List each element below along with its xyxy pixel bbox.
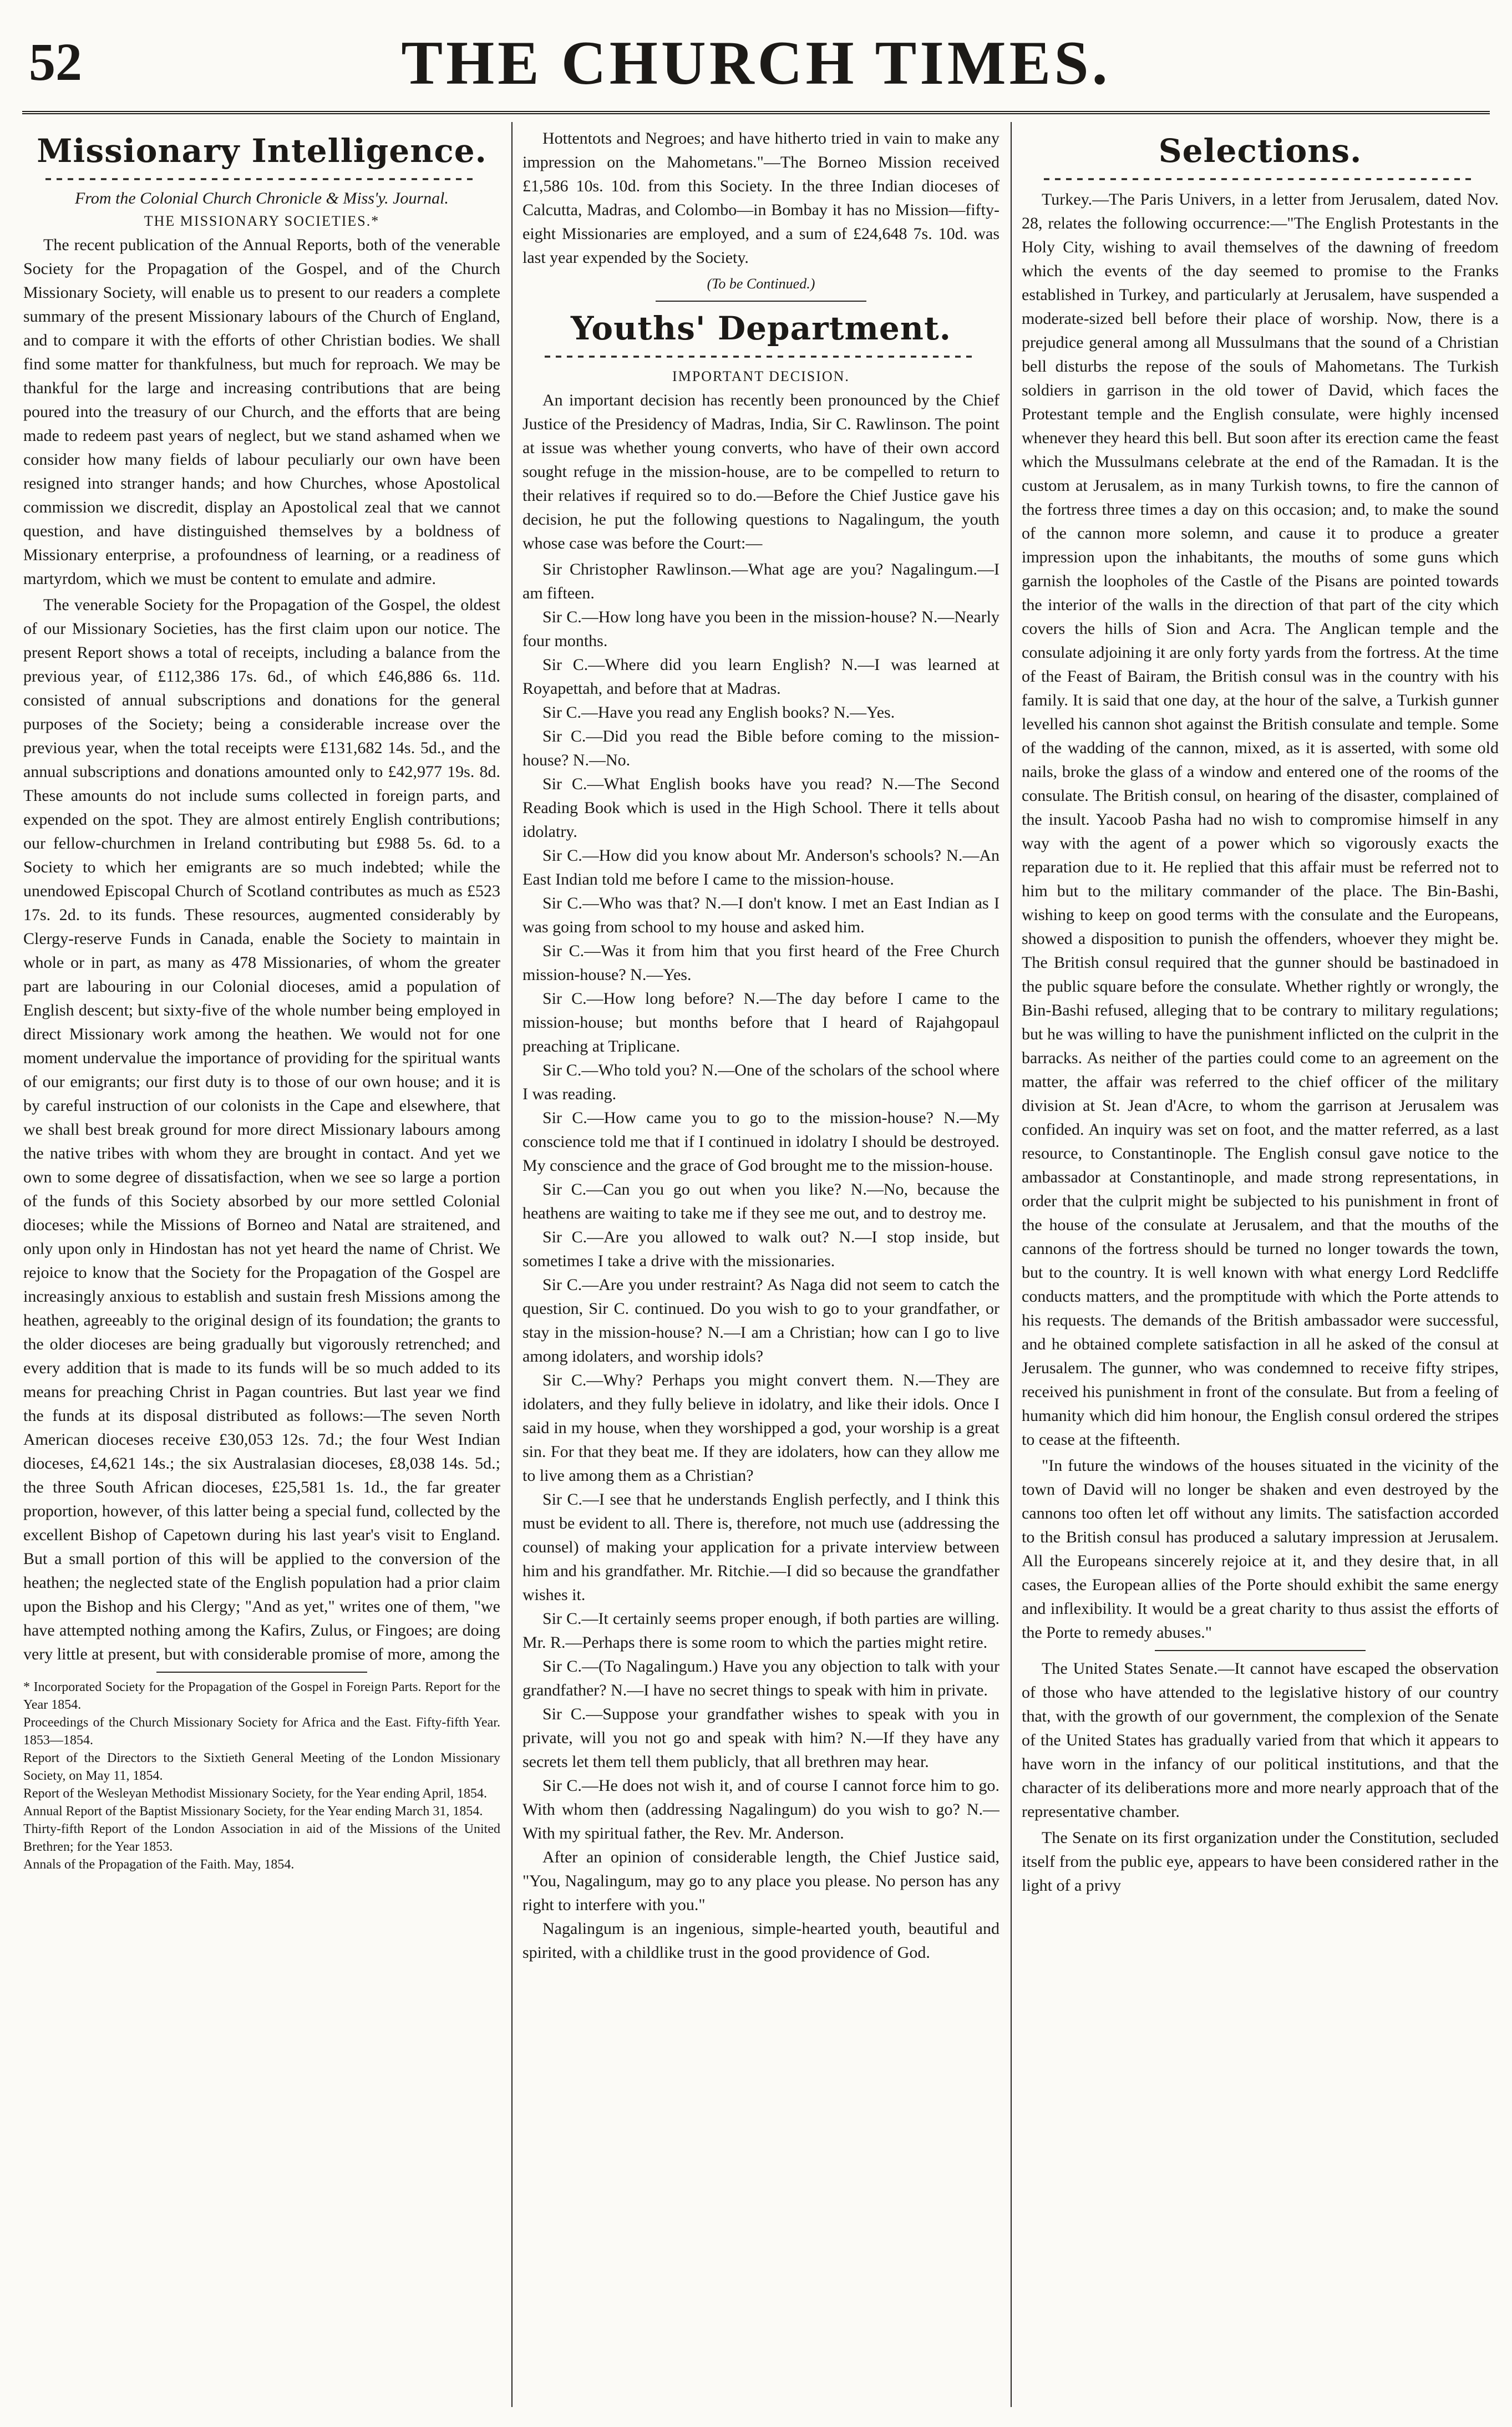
dialogue-paragraph: Sir C.—What English books have you read? N.—The Second Reading Book which is used in the High School. There it tells about idolatry. xyxy=(522,775,999,841)
paragraph: The United States Senate.—It cannot have escaped the observation of those who have attended to the legislative history of our country that, with the growth of our government, the complexion of the Senate of the United States has gradually varied from that which it appears to have worn in the infancy of our political institutions, and that the character of its deliberations more and more nearly approach that of the representative chamber. xyxy=(1022,1659,1499,1821)
dialogue-paragraph: Sir C.—Suppose your grandfather wishes to speak with you in private, will you not go and speak with him? N.—If they have any secrets let them tell them publicly, that all brethren may hear. xyxy=(522,1705,999,1771)
dialogue-paragraph: Sir Christopher Rawlinson.—What age are you? Nagalingum.—I am fifteen. xyxy=(522,560,999,602)
ornamental-rule xyxy=(45,174,478,184)
footnote: Annals of the Propagation of the Faith. May, 1854. xyxy=(23,1857,295,1872)
page-number: 52 xyxy=(29,32,82,92)
footnote-rule xyxy=(156,1672,367,1673)
dialogue-paragraph: Nagalingum is an ingenious, simple-hearted youth, beautiful and spirited, with a childlike trust in the good providence of God. xyxy=(522,1920,999,1962)
separator-rule xyxy=(1155,1650,1366,1651)
section-heading: Youths' Department. xyxy=(571,309,951,347)
paragraph: Hottentots and Negroes; and have hitherto tried in vain to make any impression on the Mahometans."—The Borneo Mission received £1,586 10s. 10d. from this Society. In the three Indian dioceses of Calcutta, Madras, and Colombo—in Bombay it has no Mission—fifty-eight Missionaries are employed, and a sum of £24,648 7s. 10d. was last year expended by the Society. xyxy=(522,129,999,267)
dialogue-paragraph: Sir C.—(To Nagalingum.) Have you any objection to talk with your grandfather? N.—I have no secret things to speak with him in private. xyxy=(522,1657,999,1699)
dialogue-paragraph: Sir C.—How came you to go to the mission-house? N.—My conscience told me that if I continued in idolatry I should be destroyed. My conscience and the grace of God brought me to the mission-house. xyxy=(522,1109,999,1175)
column-divider xyxy=(511,122,513,2407)
dialogue-paragraph: Sir C.—It certainly seems proper enough, if both parties are willing. Mr. R.—Perhaps there is some room to which the parties might retire. xyxy=(522,1609,999,1652)
paragraph: An important decision has recently been pronounced by the Chief Justice of the Presidency of Madras, India, Sir C. Rawlinson. The point at issue was whether young converts, who have of their own accord sought refuge in the mission-house, are to be compelled to return to their relatives if required so to do.—Before the Chief Justice gave his decision, he put the following questions to Nagalingum, the youth whose case was before the Court:— xyxy=(522,391,999,552)
footnote: Report of the Directors to the Sixtieth General Meeting of the London Missionary Society, on May 11, 1854. xyxy=(23,1751,500,1783)
dialogue-paragraph: Sir C.—Did you read the Bible before coming to the mission-house? N.—No. xyxy=(522,727,999,769)
dialogue-paragraph: Sir C.—Was it from him that you first heard of the Free Church mission-house? N.—Yes. xyxy=(522,942,999,984)
column-missionary xyxy=(23,126,500,2406)
dialogue-paragraph: Sir C.—Who was that? N.—I don't know. I met an East Indian as I was going from school to my house and asked him. xyxy=(522,894,999,936)
continued-note: (To be Continued.) xyxy=(707,276,815,292)
footnote: Annual Report of the Baptist Missionary Society, for the Year ending March 31, 1854. xyxy=(23,1804,483,1819)
paragraph: "In future the windows of the houses situated in the vicinity of the town of David will no longer be shaken and even destroyed by the cannons too often let off without any limits. The satisfaction accorded to the British consul has produced a salutary impression at Jerusalem. All the Europeans sincerely rejoice at it, and they desire that, in all cases, the European allies of the Porte should exhibit the same energy and inflexibility. It would be a great charity to thus assist the efforts of the Porte to remedy abuses." xyxy=(1022,1456,1499,1642)
dialogue-paragraph: Sir C.—Are you under restraint? As Naga did not seem to catch the question, Sir C. continued. Do you wish to go to your grandfather, or stay in the mission-house? N.—I am a Christian; how can I go to live among idolaters, and worship idols? xyxy=(522,1276,999,1365)
section-heading: Selections. xyxy=(1158,132,1362,170)
separator-rule xyxy=(656,301,866,302)
source-line: From the Colonial Church Chronicle & Miss'y. Journal. xyxy=(75,189,449,207)
dialogue-paragraph: Sir C.—How did you know about Mr. Anderson's schools? N.—An East Indian told me before I came to the mission-house. xyxy=(522,846,999,888)
masthead: THE CHURCH TIMES. xyxy=(401,29,1111,98)
dialogue-paragraph: Sir C.—Why? Perhaps you might convert them. N.—They are idolaters, and they fully believe in idolatry, and like their idols. Once I said in my house, when they worshipped a god, your worship is a great sin. For that they beat me. If they are idolaters, how can they allow me to live among them as a Christian? xyxy=(522,1371,999,1485)
footnote: Thirty-fifth Report of the London Association in aid of the Missions of the United Brethren; for the Year 1853. xyxy=(23,1822,500,1854)
article-subheading: THE MISSIONARY SOCIETIES.* xyxy=(144,213,380,229)
dialogue-paragraph: Sir C.—Who told you? N.—One of the scholars of the school where I was reading. xyxy=(522,1061,999,1103)
masthead-rule xyxy=(22,111,1490,114)
footnote: * Incorporated Society for the Propagation of the Gospel in Foreign Parts. Report for the Year 1854. xyxy=(23,1680,500,1712)
dialogue-paragraph: Sir C.—He does not wish it, and of course I cannot force him to go. With whom then (addressing Nagalingum) do you wish to go? N.—With my spiritual father, the Rev. Mr. Anderson. xyxy=(522,1776,999,1842)
dialogue-paragraph: Sir C.—How long have you been in the mission-house? N.—Nearly four months. xyxy=(522,608,999,650)
dialogue-paragraph: Sir C.—Are you allowed to walk out? N.—I stop inside, but sometimes I take a drive with the missionaries. xyxy=(522,1228,999,1270)
footnote: Report of the Wesleyan Methodist Missionary Society, for the Year ending April, 1854. xyxy=(23,1786,487,1801)
paragraph: The recent publication of the Annual Reports, both of the venerable Society for the Propagation of the Gospel, and of the Church Missionary Society, will enable us to present to our readers a complete summary of the present Missionary labours of the Church of England, and to compare it with the efforts of other Christian bodies. We shall find some matter for thankfulness, but much for reproach. We may be thankful for the large and increasing contributions that are being poured into the treasury of our Church, and the efforts that are being made to redeem past years of neglect, but we stand ashamed when we consider how many fields of labour peculiarly our own have been resigned into stranger hands; and how Churches, whose Apostolical commission we discredit, display an Apostolical zeal that we cannot question, and have distinguished themselves by a boldness of Missionary enterprise, a profoundness of learning, or a readiness of martyrdom, which we must be content to emulate and admire. xyxy=(23,236,500,588)
dialogue-paragraph: Sir C.—Where did you learn English? N.—I was learned at Royapettah, and before that at Madras. xyxy=(522,656,999,698)
dialogue-paragraph: Sir C.—I see that he understands English perfectly, and I think this must be evident to all. There is, therefore, not much use (addressing the counsel) of making your application for a private interview between him and his grandfather. Mr. Ritchie.—I did so because the grandfather wishes it. xyxy=(522,1490,999,1604)
column-divider xyxy=(1011,122,1012,2407)
dialogue-list xyxy=(522,557,999,1964)
article-subheading: IMPORTANT DECISION. xyxy=(672,368,850,384)
column-selections xyxy=(1022,126,1499,2406)
paragraph: The venerable Society for the Propagation of the Gospel, the oldest of our Missionary Societies, has the first claim upon our notice. The present Report shows a total of receipts, including a balance from the previous year, of £112,386 17s. 6d., of which £46,886 6s. 11d. consisted of annual subscriptions and donations for the general purposes of the Society; being a considerable increase over the previous year, when the total receipts were £131,682 14s. 5d., and the annual subscriptions and donations amounted only to £42,977 19s. 8d. These amounts do not include sums collected in foreign parts, and expended on the spot. They are almost entirely English contributions; our fellow-churchmen in Ireland contributing but £988 5s. 6d. to a Society to which her emigrants are so much indebted; while the unendowed Episcopal Church of Scotland contributes as much as £523 17s. 2d. to its funds. These resources, augmented considerably by Clergy-reserve Funds in Canada, enable the Society to maintain in whole or in part, as many as 478 Missionaries, of whom the greater part are labouring in our Colonial dioceses, amid a population of English descent; but sixty-five of the whole number being employed in direct Missionary work among the heathen. We would not for one moment undervalue the importance of providing for the spiritual wants of our emigrants; our first duty is to those of our own house; and it is by careful instruction of our colonists in the Cape and elsewhere, that we shall best break ground for more direct Missionary labours among the native tribes with whom they are brought in contact. And yet we own to some degree of dissatisfaction, when we see so large a portion of the funds of this Society absorbed by our more settled Colonial dioceses; while the Missions of Borneo and Natal are straitened, and only upon only in Hindostan has not yet heard the name of Christ. We rejoice to know that the Society for the Propagation of the Gospel are increasingly anxious to establish and sustain fresh Missions among the heathen, agreeably to the original design of its foundation; the grants to the older dioceses are being gradually but vigorously retrenched; and every addition that is made to its funds will be so much added to its means for preaching Christ in Pagan countries. But last year we find the funds at its disposal distributed as follows:—The seven North American dioceses receive £30,053 12s. 7d.; the four West Indian dioceses, £4,621 14s.; the six Australasian dioceses, £8,038 14s. 5d.; the three South African dioceses, £25,581 1s. 1d., the far greater proportion, however, of this latter being a special fund, collected by the excellent Bishop of Capetown during his last year's visit to England. But a small portion of this will be applied to the conversion of the heathen; the neglected state of the English population had a prior claim upon the Bishop and his Clergy; "And as yet," writes one of them, "we have attempted nothing among the Kafirs, Zulus, or Fingoes; are doing very little at present, but with considerable promise of more, among the xyxy=(23,596,500,1663)
section-heading: Missionary Intelligence. xyxy=(37,132,487,170)
footnotes xyxy=(23,1678,500,1873)
dialogue-paragraph: Sir C.—Can you go out when you like? N.—No, because the heathens are waiting to take me if they see me out, and to destroy me. xyxy=(522,1180,999,1222)
paragraph: Turkey.—The Paris Univers, in a letter from Jerusalem, dated Nov. 28, relates the following occurrence:—"The English Protestants in the Holy City, wishing to avail themselves of the dawning of freedom which the events of the day seemed to promise to the Franks established in Turkey, and particularly at Jerusalem, have suspended a moderate-sized bell before their place of worship. Now, there is a prejudice general among all Mussulmans that the sound of a Christian bell disturbs the repose of the souls of Mahometans. The Turkish soldiers in garrison in the old tower of David, which faces the Protestant temple and the English consulate, were highly incensed whenever they heard this bell. But soon after its erection came the feast which the Mussulmans celebrate at the end of the Ramadan. It is the custom at Jerusalem, as in many Turkish towns, to fire the cannon of the fortress three times a day on this occasion; and, to make the sound of the cannon more solemn, and cause it to produce a greater impression upon the inhabitants, the mouths of some guns which garnish the loopholes of the Castle of the Pisans are pointed towards the interior of the walls in the direction of that part of the city which covers the hills of Sion and Acra. The Anglican temple and the consulate adjoining it are only forty yards from the fortress. At the time of the Feast of Bairam, the British consul was in the country with his family. It is said that one day, at the hour of the salve, a Turkish gunner levelled his cannon shot against the British consulate and temple. Some of the wadding of the cannon, mixed, as it is asserted, with some old nails, broke the glass of a window and entered one of the rooms of the consulate. The British consul, on hearing of the disaster, complained of the insult. Yacoob Pasha had no wish to compromise himself in any way with the agent of a power which so vigorously exacts the reparation due to it. He replied that this affair must be referred not to him but to the military commander of the place. The Bin-Bashi, wishing to keep on good terms with the consulate and the Europeans, showed a disposition to punish the offenders, whoever they might be. The British consul required that the gunner should be bastinadoed in the public square before the consulate. Whether rightly or wrongly, the Bin-Bashi refused, alleging that to be contrary to military regulations; but he was willing to have the punishment inflicted on the culprit in the barracks. As neither of the parties could come to an agreement on the matter, the affair was referred to the chief officer of the military division at St. Jean d'Acre, to whom the garrison at Jerusalem was confided. An inquiry was set on foot, and the matter referred, as a last resource, to Constantinople. The English consul gave notice to the ambassador at Constantinople, and made strong representations, in order that the culprit might be subjected to his punishment in front of the house of the consulate at Jerusalem, and that the mouths of the cannons of the fortress should be turned no longer towards the town, but to the country. It is well known with what energy Lord Redcliffe conducts matters, and the promptitude with which the Porte attends to his requests. The demands of the British ambassador were successful, and he obtained complete satisfaction in all he asked of the consul at Jerusalem. The gunner, who was condemned to receive fifty stripes, received his punishment in front of the consulate. But from a feeling of humanity which did him honour, the English consul ordered the stripes to cease at the fifteenth. xyxy=(1022,190,1499,1449)
ornamental-rule xyxy=(1044,174,1477,184)
dialogue-paragraph: After an opinion of considerable length, the Chief Justice said, "You, Nagalingum, may go to any place you please. No person has any right to interfere with you." xyxy=(522,1848,999,1914)
ornamental-rule xyxy=(545,352,977,362)
footnote: Proceedings of the Church Missionary Society for Africa and the East. Fifty-fifth Year. 1853—1854. xyxy=(23,1715,500,1748)
dialogue-paragraph: Sir C.—How long before? N.—The day before I came to the mission-house; but months before that I heard of Rajahgopaul preaching at Triplicane. xyxy=(522,989,999,1055)
dialogue-paragraph: Sir C.—Have you read any English books? N.—Yes. xyxy=(542,703,895,722)
column-youths xyxy=(522,126,999,2406)
paragraph: The Senate on its first organization under the Constitution, secluded itself from the public eye, appears to have been considered rather in the light of a privy xyxy=(1022,1829,1499,1895)
